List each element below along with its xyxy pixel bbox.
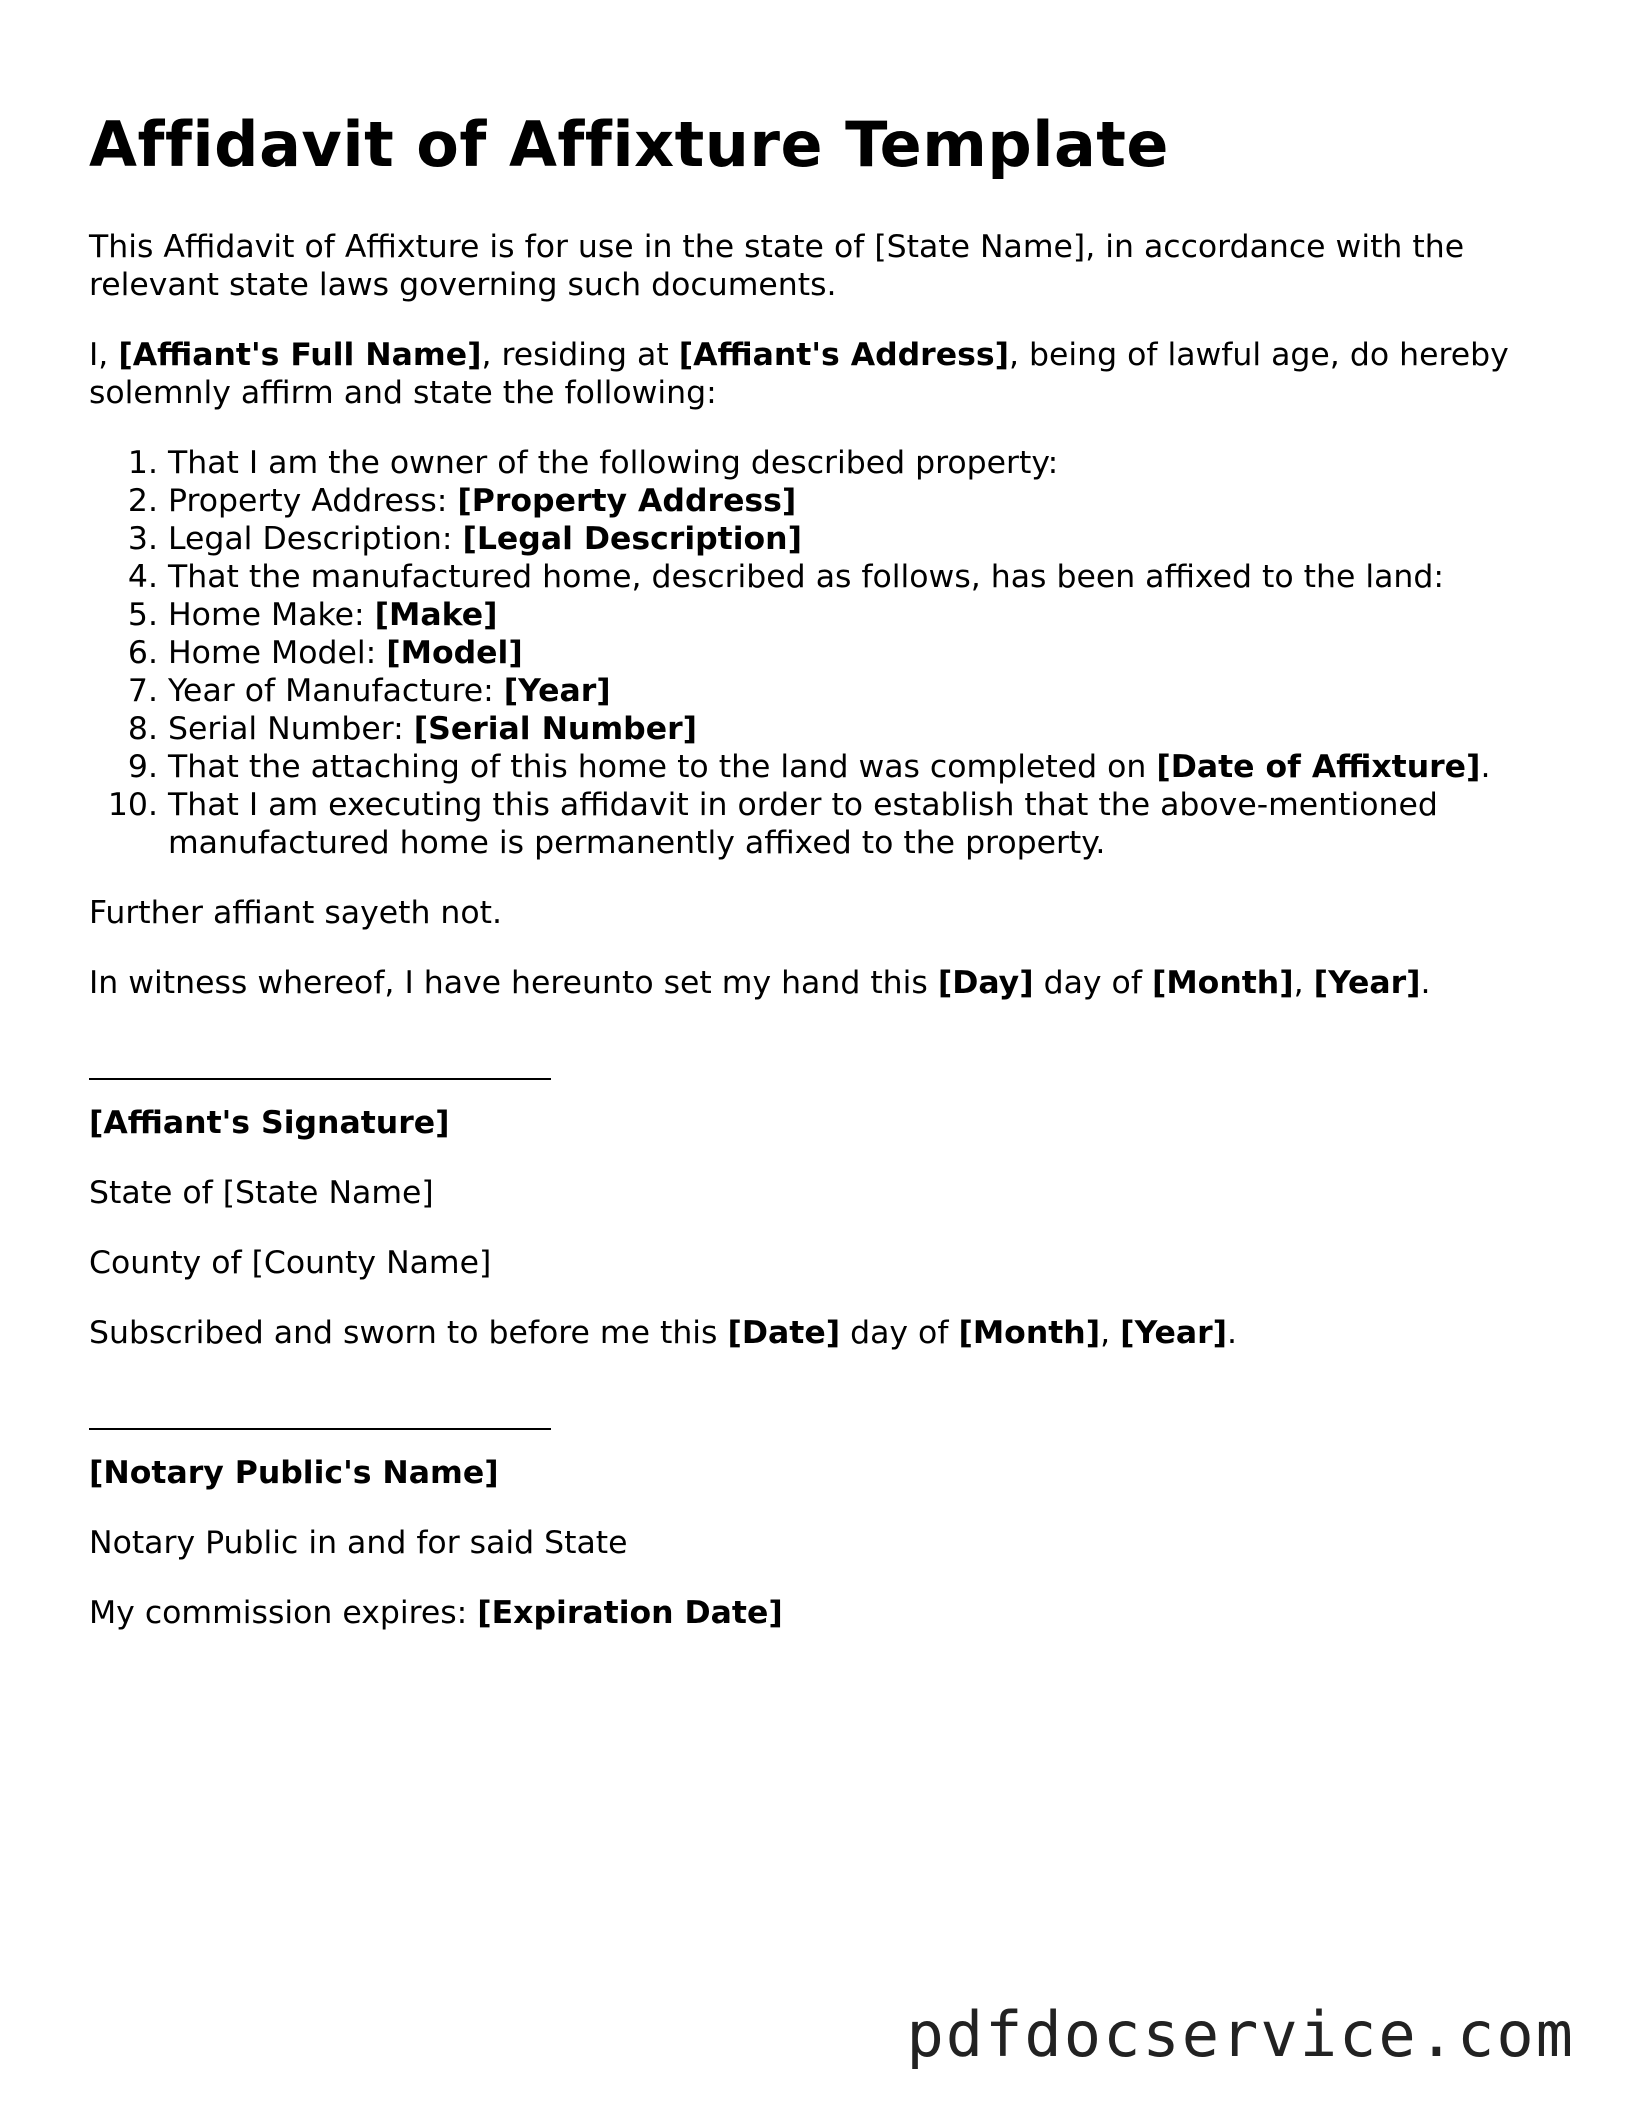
list-item xyxy=(168,558,1549,596)
affirmation-paragraph xyxy=(89,336,1549,412)
document-title: Affidavit of Affixture Template xyxy=(89,108,1169,181)
item-suffix: . xyxy=(1480,749,1491,786)
state-line: State of [State Name] xyxy=(89,1175,434,1212)
affiant-signature-label: [Affiant's Signature] xyxy=(89,1105,450,1142)
year-placeholder: [Year] xyxy=(1313,965,1421,1002)
item-text: Property Address: xyxy=(168,483,458,520)
sworn-text: , xyxy=(1100,1315,1121,1352)
statement-list xyxy=(89,444,1549,862)
witness-paragraph xyxy=(89,964,1549,1002)
item-placeholder: [Make] xyxy=(374,597,498,634)
witness-text: day of xyxy=(1033,965,1152,1002)
item-placeholder: [Serial Number] xyxy=(413,711,698,748)
intro-paragraph: This Affidavit of Affixture is for use in the state of [State Name], in accordance with the relevant state laws governing such documents. xyxy=(89,229,1465,304)
item-placeholder: [Year] xyxy=(503,673,611,710)
item-placeholder: [Property Address] xyxy=(457,483,797,520)
date-placeholder: [Date] xyxy=(727,1315,841,1352)
list-item xyxy=(168,444,1549,482)
affirm-text: , residing at xyxy=(481,337,679,374)
notary-signature-line xyxy=(89,1392,551,1430)
item-text: That the attaching of this home to the land was completed on xyxy=(168,749,1157,786)
item-text: Home Model: xyxy=(168,635,387,672)
watermark: pdfdocservice.com xyxy=(906,1998,1575,2071)
list-item xyxy=(168,710,1549,748)
sworn-text: Subscribed and sworn to before me this xyxy=(89,1315,728,1352)
month-placeholder: [Month] xyxy=(1151,965,1294,1002)
item-placeholder: [Legal Description] xyxy=(462,521,803,558)
witness-text: , xyxy=(1293,965,1314,1002)
list-item xyxy=(168,520,1549,558)
item-text: That I am the owner of the following described property: xyxy=(168,445,1059,482)
list-item xyxy=(168,786,1549,862)
sworn-text: . xyxy=(1227,1315,1238,1352)
item-placeholder: [Model] xyxy=(386,635,523,672)
notary-title: Notary Public in and for said State xyxy=(89,1525,628,1562)
list-item xyxy=(168,482,1549,520)
witness-text: In witness whereof, I have hereunto set my hand this xyxy=(89,965,938,1002)
witness-text: . xyxy=(1420,965,1431,1002)
item-text: That I am executing this affidavit in order to establish that the above-mentioned manufactured home is permanently affixed to the property. xyxy=(168,787,1438,862)
sworn-text: day of xyxy=(840,1315,959,1352)
list-item xyxy=(168,672,1549,710)
document-page xyxy=(89,108,1549,1664)
notary-name-label: [Notary Public's Name] xyxy=(89,1455,499,1492)
county-line: County of [County Name] xyxy=(89,1245,492,1282)
sworn-paragraph xyxy=(89,1314,1549,1352)
affiant-address-placeholder: [Affiant's Address] xyxy=(678,337,1009,374)
item-placeholder: [Date of Affixture] xyxy=(1156,749,1481,786)
item-text: Home Make: xyxy=(168,597,375,634)
affiant-signature-line xyxy=(89,1042,551,1080)
year-placeholder: [Year] xyxy=(1120,1315,1228,1352)
affirm-text: , being of lawful age, do hereby solemnly affirm and state the following: xyxy=(89,337,1509,412)
further-affiant-line: Further affiant sayeth not. xyxy=(89,895,503,932)
commission-line xyxy=(89,1594,1549,1632)
affirm-text: I, xyxy=(89,337,119,374)
day-placeholder: [Day] xyxy=(937,965,1034,1002)
item-text: Serial Number: xyxy=(168,711,414,748)
item-text: Year of Manufacture: xyxy=(168,673,504,710)
list-item xyxy=(168,634,1549,672)
item-text: Legal Description: xyxy=(168,521,463,558)
list-item xyxy=(168,596,1549,634)
list-item xyxy=(168,748,1549,786)
commission-label: My commission expires: xyxy=(89,1595,478,1632)
affiant-name-placeholder: [Affiant's Full Name] xyxy=(118,337,482,374)
month-placeholder: [Month] xyxy=(958,1315,1101,1352)
expiration-date-placeholder: [Expiration Date] xyxy=(477,1595,783,1632)
item-text: That the manufactured home, described as follows, has been affixed to the land: xyxy=(168,559,1444,596)
